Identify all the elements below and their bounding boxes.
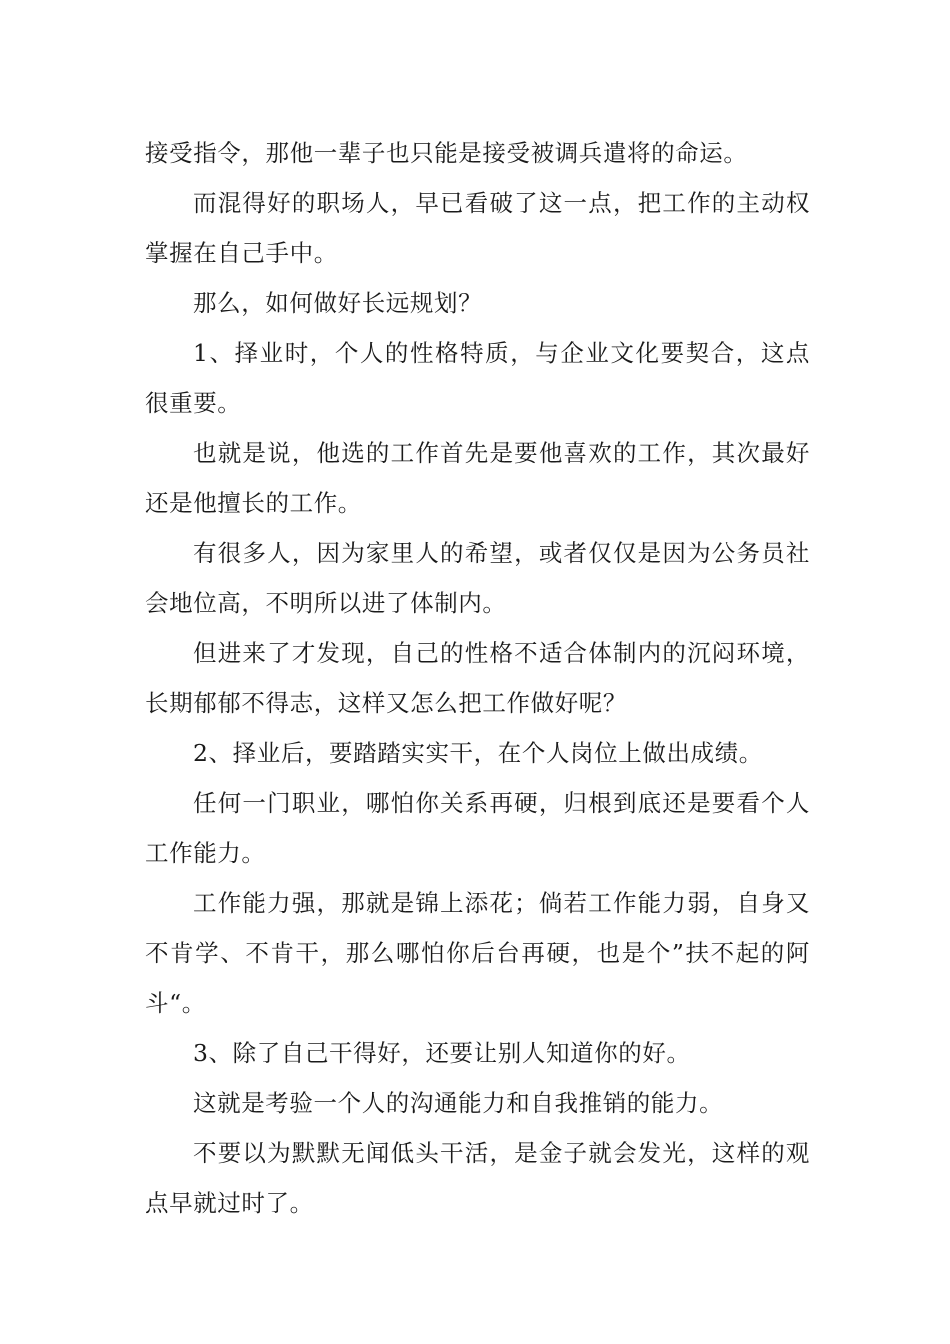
paragraph: 但进来了才发现，自己的性格不适合体制内的沉闷环境，长期郁郁不得志，这样又怎么把工作做好呢？	[145, 639, 810, 717]
paragraph: 有很多人，因为家里人的希望，或者仅仅是因为公务员社会地位高，不明所以进了体制内。	[145, 539, 810, 617]
paragraph: 1、择业时，个人的性格特质，与企业文化要契合，这点很重要。	[145, 339, 810, 417]
paragraph: 这就是考验一个人的沟通能力和自我推销的能力。	[193, 1089, 724, 1117]
paragraph: 任何一门职业，哪怕你关系再硬，归根到底还是要看个人工作能力。	[145, 789, 810, 867]
paragraph: 那么，如何做好长远规划？	[193, 289, 483, 317]
paragraph: 也就是说，他选的工作首先是要他喜欢的工作，其次最好还是他擅长的工作。	[145, 439, 810, 517]
paragraph: 不要以为默默无闻低头干活，是金子就会发光，这样的观点早就过时了。	[145, 1139, 810, 1217]
paragraph: 2、择业后，要踏踏实实干，在个人岗位上做出成绩。	[193, 739, 763, 767]
document-body	[145, 128, 810, 1228]
paragraph: 接受指令，那他一辈子也只能是接受被调兵遣将的命运。	[145, 139, 748, 167]
paragraph: 3、除了自己干得好，还要让别人知道你的好。	[193, 1039, 691, 1067]
paragraph: 而混得好的职场人，早已看破了这一点，把工作的主动权掌握在自己手中。	[145, 189, 810, 267]
paragraph: 工作能力强，那就是锦上添花；倘若工作能力弱，自身又不肯学、不肯干，那么哪怕你后台再硬，也是个”扶不起的阿斗“。	[145, 889, 810, 1017]
